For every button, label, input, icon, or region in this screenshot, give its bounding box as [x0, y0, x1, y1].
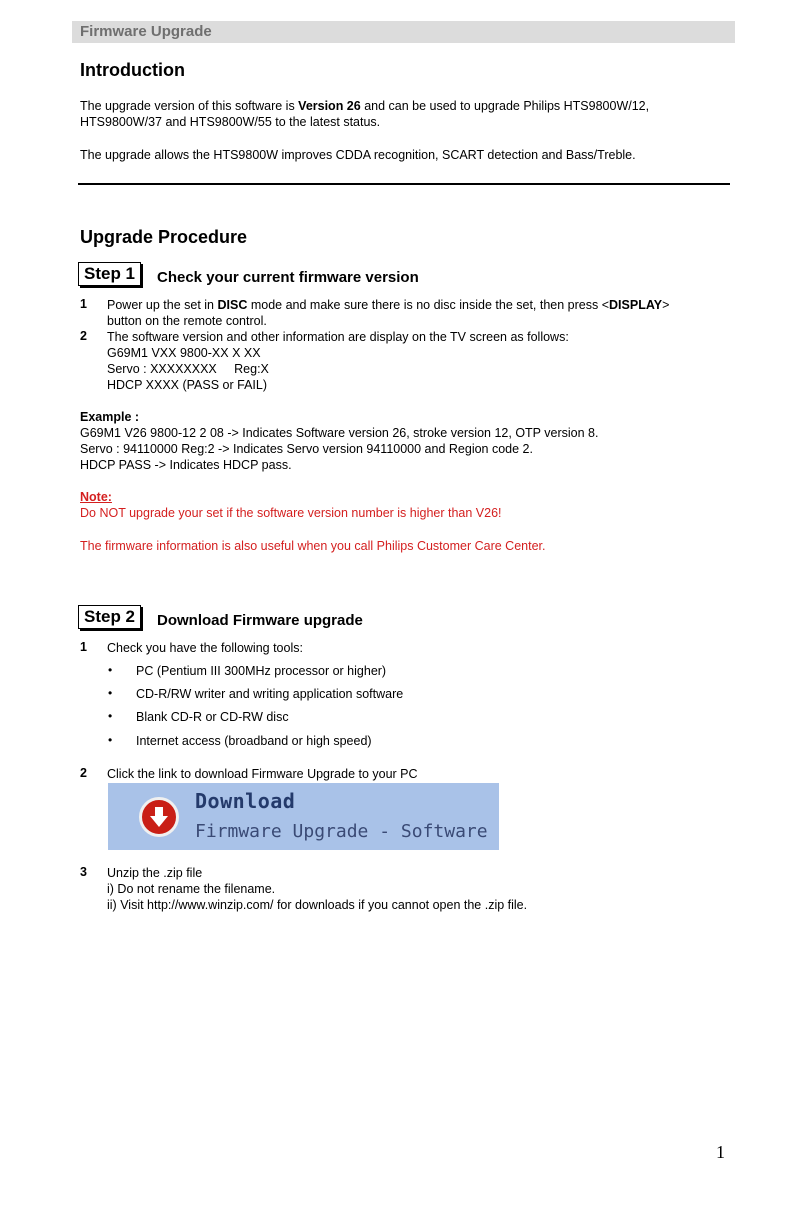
bullet-icon: • — [108, 709, 113, 723]
step2-item2-text: Click the link to download Firmware Upgrade to your PC — [107, 767, 418, 781]
section-divider — [78, 183, 730, 185]
tool-item: CD-R/RW writer and writing application software — [136, 687, 404, 701]
header-title: Firmware Upgrade — [80, 23, 212, 40]
intro-paragraph-1: The upgrade version of this software is Version 26 and can be used to upgrade Philips HTS9800W/12, HTS9800W/37 and HTS9800W/55 to the latest status. — [80, 99, 650, 129]
page-number: 1 — [716, 1142, 725, 1162]
example-block: Example : G69M1 V26 9800-12 2 08 -> Indicates Software version 26, stroke version 12, OTP version 8. Servo : 94110000 Reg:2 -> Indicates Servo version 94110000 and Region code 2. HDCP PASS -> Indicates HDCP pass. — [80, 410, 599, 472]
step2-item3-number: 3 — [80, 865, 87, 879]
tool-item: Blank CD-R or CD-RW disc — [136, 710, 289, 724]
tool-item: Internet access (broadband or high speed) — [136, 734, 372, 748]
bullet-icon: • — [108, 663, 113, 677]
note-care-center: The firmware information is also useful when you call Philips Customer Care Center. — [80, 539, 546, 553]
step1-title: Check your current firmware version — [157, 269, 419, 286]
download-firmware-link[interactable] — [108, 783, 499, 850]
step2-item1-text: Check you have the following tools: — [107, 641, 303, 655]
step2-label: Step 2 — [78, 605, 141, 629]
step1-item2-number: 2 — [80, 329, 87, 343]
note-block: Note: Do NOT upgrade your set if the software version number is higher than V26! — [80, 490, 502, 520]
download-arrow-icon — [139, 797, 179, 837]
step1-item2-text: The software version and other information are display on the TV screen as follows: G69M1 VXX 9800-XX X XX Servo : XXXXXXXX Reg:X HDCP XXXX (PASS or FAIL) — [107, 330, 569, 392]
step2-item1-number: 1 — [80, 640, 87, 654]
intro-paragraph-2: The upgrade allows the HTS9800W improves CDDA recognition, SCART detection and Bass/Treble. — [80, 148, 636, 162]
step2-title: Download Firmware upgrade — [157, 612, 363, 629]
step1-label: Step 1 — [78, 262, 141, 286]
procedure-title: Upgrade Procedure — [80, 227, 248, 247]
header-bar — [72, 21, 735, 43]
step2-item2-number: 2 — [80, 766, 87, 780]
bullet-icon: • — [108, 733, 113, 747]
intro-title: Introduction — [80, 60, 185, 80]
step2-item3-text: Unzip the .zip file i) Do not rename the filename. ii) Visit http://www.winzip.com/ for downloads if you cannot open the .zip file. — [107, 866, 528, 912]
step1-item1-number: 1 — [80, 297, 87, 311]
download-link-title: Download — [195, 789, 296, 813]
step1-item1-text: Power up the set in DISC mode and make sure there is no disc inside the set, then press <DISPLAY> button on the remote control. — [107, 298, 670, 328]
tool-item: PC (Pentium III 300MHz processor or higher) — [136, 664, 387, 678]
bullet-icon: • — [108, 686, 113, 700]
download-link-subtitle: Firmware Upgrade - Software — [195, 821, 488, 842]
